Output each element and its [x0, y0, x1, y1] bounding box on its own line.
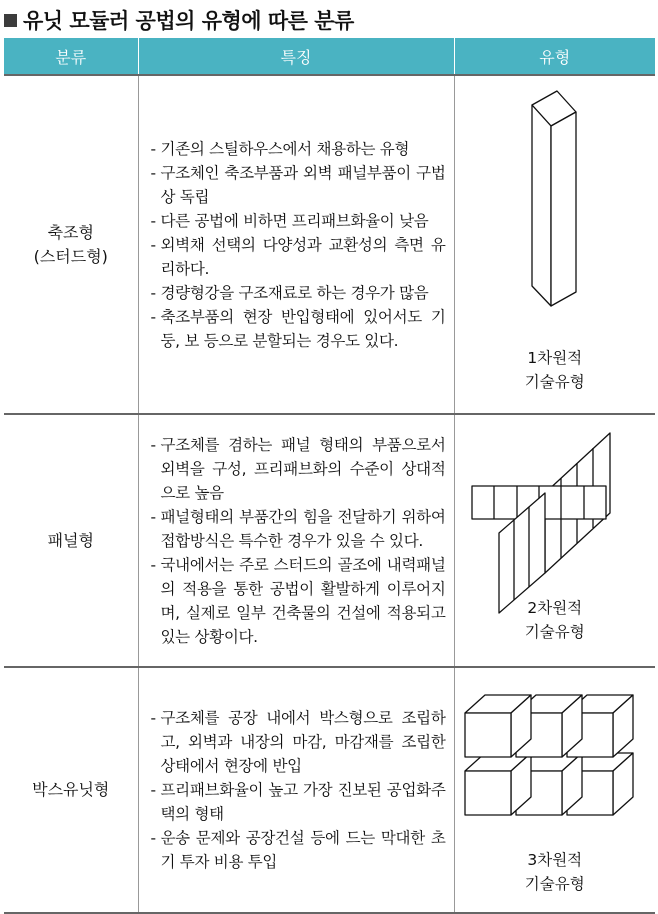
header-row	[4, 38, 655, 75]
feature-item: - 프리패브화율이 높고 가장 진보된 공업화주택의 형태	[150, 781, 446, 823]
feature-item: - 다른 공법에 비하면 프리패브화율이 낮음	[150, 211, 429, 230]
feature-item: - 기존의 스틸하우스에서 채용하는 유형	[150, 139, 410, 158]
box-face	[465, 713, 511, 757]
category-cell	[4, 667, 138, 913]
feature-item: - 구조체인 축조부품과 외벽 패널부품이 구법상 독립	[150, 163, 446, 206]
feature-item: - 축조부품의 현장 반입형태에 있어서도 기둥, 보 등으로 분할되는 경우도 있다.	[150, 307, 446, 350]
feature-item: - 운송 문제와 공장건설 등에 드는 막대한 초기 투자 비용 투입	[150, 829, 446, 871]
header-type: 유형	[454, 38, 655, 75]
type-label: 1차원적 기술유형	[524, 349, 585, 391]
table-row	[4, 75, 655, 414]
category-line: 축조형	[47, 222, 94, 242]
type-cell	[454, 75, 655, 414]
classification-table	[4, 38, 655, 914]
type-cell	[454, 414, 655, 667]
category-line: 패널형	[47, 530, 94, 550]
type-label: 2차원적 기술유형	[524, 599, 585, 641]
category-cell	[4, 75, 138, 414]
features-cell	[138, 414, 454, 667]
page-title: 유닛 모듈러 공법의 유형에 따른 분류	[23, 9, 354, 33]
feature-item: - 외벽채 선택의 다양성과 교환성의 측면 유리하다.	[150, 235, 446, 278]
header-features: 특징	[138, 38, 454, 75]
header-category: 분류	[4, 38, 138, 75]
title-square-icon	[4, 14, 17, 27]
feature-item: - 국내에서는 주로 스터드의 골조에 내력패널의 적용을 통한 공법이 활발하게 이루어지며, 실제로 일부 건축물의 건설에 적용되고 있는 상황이다.	[150, 555, 446, 646]
page-title-block	[4, 6, 354, 34]
feature-item: - 구조체를 공장 내에서 박스형으로 조립하고, 외벽과 내장의 마감, 마감재를 조립한 상태에서 현장에 반입	[150, 709, 446, 775]
table-row	[4, 414, 655, 667]
category-cell	[4, 414, 138, 667]
category-line: (스터드형)	[33, 246, 108, 266]
type-cell	[454, 667, 655, 913]
features-cell	[138, 667, 454, 913]
type-label: 3차원적 기술유형	[524, 851, 585, 893]
feature-item: - 경량형강을 구조재료로 하는 경우가 많음	[150, 283, 429, 302]
category-line: 박스유닛형	[32, 780, 110, 799]
box-face	[465, 771, 511, 815]
table-row	[4, 667, 655, 913]
features-cell	[138, 75, 454, 414]
feature-item: - 패널형태의 부품간의 힘을 전달하기 위하여 접합방식은 특수한 경우가 있을 수 있다.	[150, 507, 446, 550]
feature-item: - 구조체를 겸하는 패널 형태의 부품으로서 외벽을 구성, 프리패브화의 수준이 상대적으로 높음	[150, 435, 446, 502]
